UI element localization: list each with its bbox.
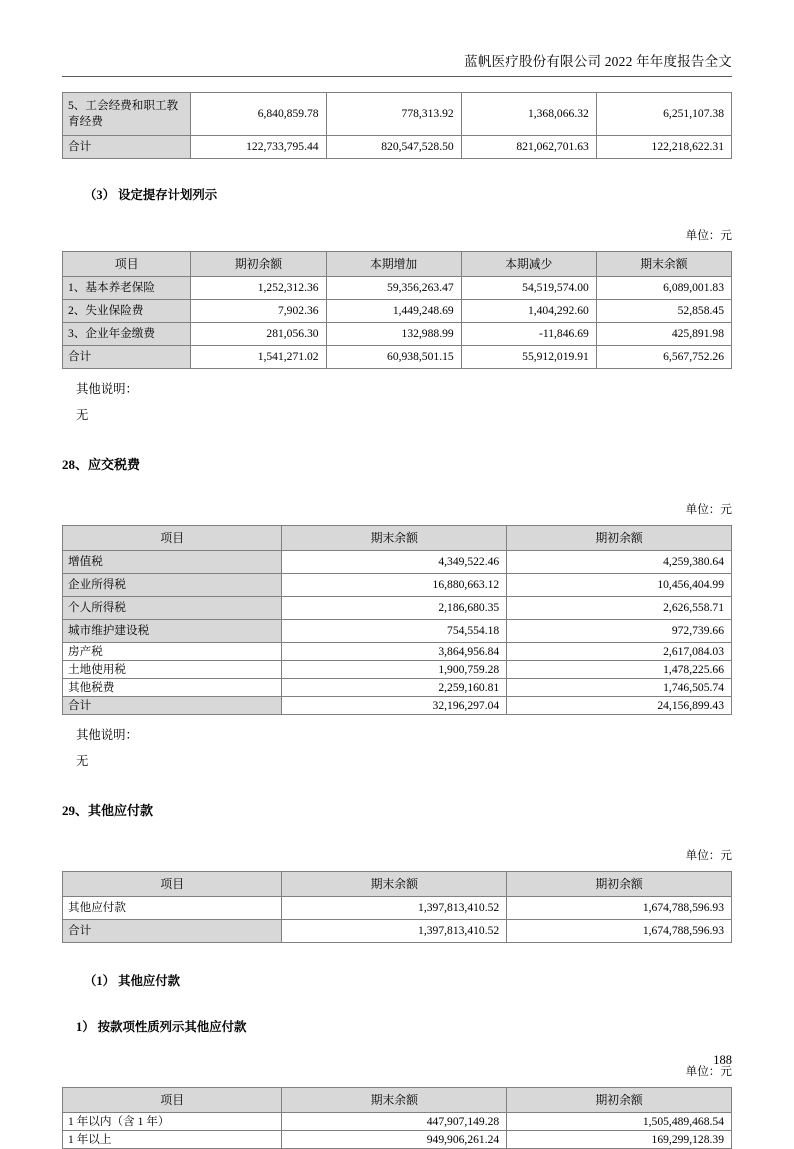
column-header: 期初余额 (191, 252, 326, 277)
unit-label-section-29: 单位：元 (685, 849, 732, 862)
row-value: 447,907,149.28 (282, 1113, 507, 1131)
row-value: 2,617,084.03 (507, 643, 732, 661)
table-row (63, 1113, 732, 1131)
row-value: 754,554.18 (282, 620, 507, 643)
table-row (63, 1131, 732, 1149)
table-row (63, 136, 732, 159)
other-note-value-3: 无 (76, 408, 89, 422)
row-value: 7,902.36 (191, 300, 326, 323)
row-value: 1,449,248.69 (326, 300, 461, 323)
other-payables-table (62, 871, 732, 943)
row-value: 2,186,680.35 (282, 597, 507, 620)
table-header-row (63, 872, 732, 897)
heading-section-29: 29、其他应付款 (62, 803, 154, 818)
column-header: 期末余额 (596, 252, 731, 277)
row-value: 52,858.45 (596, 300, 731, 323)
row-value: -11,846.69 (461, 323, 596, 346)
other-note-label-3: 其他说明： (76, 382, 138, 396)
unit-label-section-29-sub: 单位：元 (685, 1065, 732, 1078)
column-header: 期末余额 (282, 872, 507, 897)
row-value: 778,313.92 (326, 93, 461, 136)
row-value: 1,478,225.66 (507, 661, 732, 679)
other-payables-by-aging-table (62, 1087, 732, 1149)
row-value: 1,397,813,410.52 (282, 920, 507, 943)
column-header: 期初余额 (507, 872, 732, 897)
unit-label-section-28: 单位：元 (685, 503, 732, 516)
table-row (63, 323, 732, 346)
column-header: 期初余额 (507, 1088, 732, 1113)
heading-section-3: （3） 设定提存计划列示 (84, 188, 218, 202)
column-header: 期初余额 (507, 526, 732, 551)
row-value: 2,626,558.71 (507, 597, 732, 620)
table-row (63, 661, 732, 679)
row-value: 949,906,261.24 (282, 1131, 507, 1149)
table-row (63, 920, 732, 943)
row-label: 5、工会经费和职工教育经费 (63, 93, 191, 136)
row-value: 60,938,501.15 (326, 346, 461, 369)
row-value: 54,519,574.00 (461, 277, 596, 300)
table-row (63, 346, 732, 369)
table-header-row (63, 1088, 732, 1113)
row-label: 其他应付款 (63, 897, 282, 920)
table-row (63, 551, 732, 574)
row-value: 6,089,001.83 (596, 277, 731, 300)
row-label: 房产税 (63, 643, 282, 661)
table-row (63, 277, 732, 300)
row-value: 1,674,788,596.93 (507, 920, 732, 943)
row-value: 1,674,788,596.93 (507, 897, 732, 920)
row-label: 个人所得税 (63, 597, 282, 620)
column-header: 本期增加 (326, 252, 461, 277)
row-value: 820,547,528.50 (326, 136, 461, 159)
heading-section-29-1-1: 1） 按款项性质列示其他应付款 (76, 1020, 247, 1034)
table-row (63, 697, 732, 715)
column-header: 项目 (63, 872, 282, 897)
row-value: 59,356,263.47 (326, 277, 461, 300)
row-value: 972,739.66 (507, 620, 732, 643)
heading-section-28: 28、应交税费 (62, 457, 141, 472)
column-header: 期末余额 (282, 1088, 507, 1113)
column-header: 期末余额 (282, 526, 507, 551)
unit-label-section-3: 单位：元 (685, 229, 732, 242)
table-row (63, 643, 732, 661)
row-value: 3,864,956.84 (282, 643, 507, 661)
table-header-row (63, 526, 732, 551)
row-value: 32,196,297.04 (282, 697, 507, 715)
row-label: 城市维护建设税 (63, 620, 282, 643)
other-note-label-28: 其他说明： (76, 728, 138, 742)
column-header: 项目 (63, 1088, 282, 1113)
row-value: 1,397,813,410.52 (282, 897, 507, 920)
row-value: 122,218,622.31 (596, 136, 731, 159)
row-value: 132,988.99 (326, 323, 461, 346)
table-header-row (63, 252, 732, 277)
report-title: 蓝帆医疗股份有限公司 2022 年年度报告全文 (464, 54, 732, 69)
row-value: 425,891.98 (596, 323, 731, 346)
row-label: 2、失业保险费 (63, 300, 191, 323)
table-row (63, 300, 732, 323)
column-header: 项目 (63, 252, 191, 277)
row-label: 合计 (63, 920, 282, 943)
column-header: 项目 (63, 526, 282, 551)
row-value: 24,156,899.43 (507, 697, 732, 715)
row-value: 122,733,795.44 (191, 136, 326, 159)
page-number: 188 (713, 1053, 732, 1067)
row-value: 10,456,404.99 (507, 574, 732, 597)
row-value: 1,900,759.28 (282, 661, 507, 679)
table-row (63, 897, 732, 920)
employee-benefits-continued-table (62, 92, 732, 159)
header-rule (62, 76, 732, 77)
page-header (62, 52, 732, 78)
row-value: 1,252,312.36 (191, 277, 326, 300)
row-value: 55,912,019.91 (461, 346, 596, 369)
row-label: 企业所得税 (63, 574, 282, 597)
row-value: 281,056.30 (191, 323, 326, 346)
row-value: 16,880,663.12 (282, 574, 507, 597)
row-value: 821,062,701.63 (461, 136, 596, 159)
row-value: 1,541,271.02 (191, 346, 326, 369)
row-label: 1、基本养老保险 (63, 277, 191, 300)
row-label: 合计 (63, 346, 191, 369)
row-value: 169,299,128.39 (507, 1131, 732, 1149)
table-row (63, 93, 732, 136)
row-label: 1 年以内（含 1 年） (63, 1113, 282, 1131)
defined-contribution-plan-table (62, 251, 732, 369)
table-row (63, 620, 732, 643)
row-label: 增值税 (63, 551, 282, 574)
table-row (63, 597, 732, 620)
row-label: 土地使用税 (63, 661, 282, 679)
row-label: 合计 (63, 136, 191, 159)
row-value: 6,567,752.26 (596, 346, 731, 369)
other-note-value-28: 无 (76, 754, 89, 768)
heading-section-29-1: （1） 其他应付款 (84, 974, 181, 988)
row-label: 3、企业年金缴费 (63, 323, 191, 346)
row-value: 6,840,859.78 (191, 93, 326, 136)
taxes-payable-table (62, 525, 732, 715)
row-value: 4,349,522.46 (282, 551, 507, 574)
row-value: 4,259,380.64 (507, 551, 732, 574)
table-row (63, 574, 732, 597)
row-value: 2,259,160.81 (282, 679, 507, 697)
row-label: 1 年以上 (63, 1131, 282, 1149)
page-content (62, 92, 732, 1149)
table-row (63, 679, 732, 697)
row-label: 合计 (63, 697, 282, 715)
row-value: 1,404,292.60 (461, 300, 596, 323)
row-value: 1,505,489,468.54 (507, 1113, 732, 1131)
row-value: 6,251,107.38 (596, 93, 731, 136)
row-value: 1,746,505.74 (507, 679, 732, 697)
row-value: 1,368,066.32 (461, 93, 596, 136)
column-header: 本期减少 (461, 252, 596, 277)
row-label: 其他税费 (63, 679, 282, 697)
